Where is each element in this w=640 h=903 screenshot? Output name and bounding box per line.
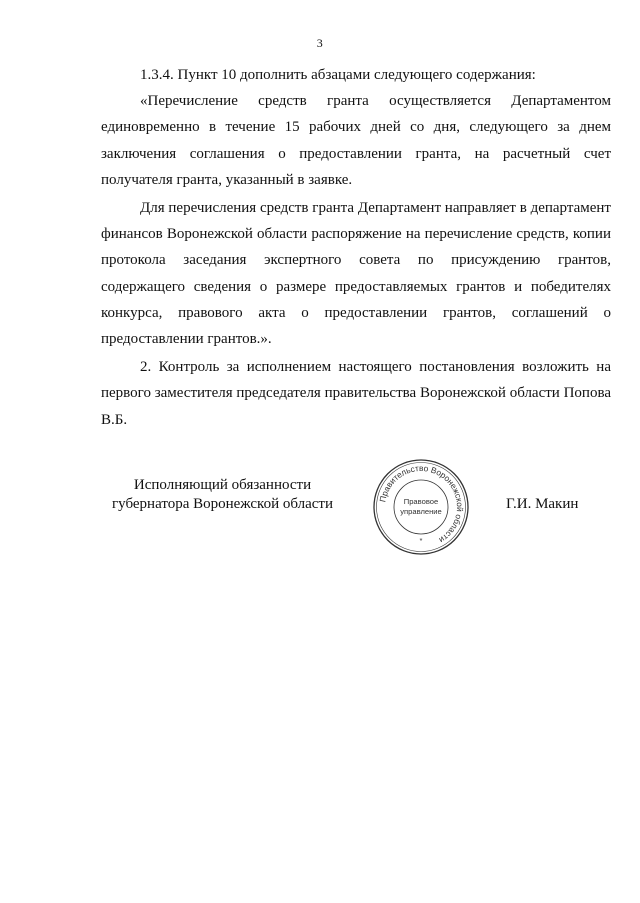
stamp-ring-text: Правительство Воронежской области (377, 462, 466, 546)
stamp-center-line-1: Правовое (403, 497, 439, 506)
signatory-position-line-1: Исполняющий обязанности (133, 477, 312, 493)
stamp-star: * (419, 536, 423, 545)
document-body (101, 62, 611, 433)
signatory-position (112, 476, 333, 514)
signature-block (0, 462, 640, 554)
page-number: 3 (316, 36, 324, 50)
paragraph-finance-department: Для перечисления средств гранта Департамент направляет в департамент финансов Воронежской области распоряжение на перечисление средств, копии протокола заседания экспертного совета по присуждению грантов, содержащего сведения о размере предоставляемых грантов и победителях конкурса, правового акта о предоставлении грантов, соглашений о предоставлении грантов.». (101, 200, 611, 348)
official-stamp (372, 458, 470, 556)
paragraph-1-3-4: 1.3.4. Пункт 10 дополнить абзацами следующего содержания: (140, 67, 536, 83)
stamp-center-line-2: управление (400, 507, 442, 516)
stamp-seal-graphic (372, 458, 470, 556)
paragraph-grant-transfer: «Перечисление средств гранта осуществляется Департаментом единовременно в течение 15 рабочих дней со дня, следующего за днем заключения соглашения о предоставлении гранта, на расчетный счет получателя гранта, указанный в заявке. (101, 93, 611, 188)
signatory-name: Г.И. Макин (506, 496, 579, 512)
paragraph-control: 2. Контроль за исполнением настоящего постановления возложить на первого заместителя председателя правительства Воронежской области Попова В.Б. (101, 359, 611, 428)
signatory-position-line-2: губернатора Воронежской области (112, 496, 333, 512)
